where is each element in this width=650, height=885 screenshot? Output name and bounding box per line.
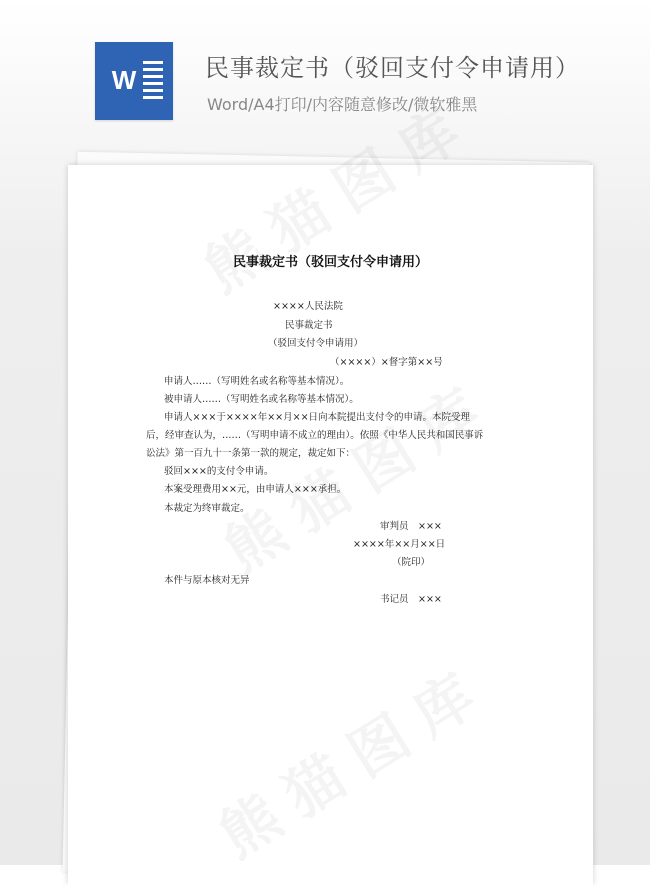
court-seal: （院印） xyxy=(392,557,431,568)
word-icon-lines xyxy=(143,61,163,101)
fee-line: 本案受理费用××元，由申请人×××承担。 xyxy=(164,484,347,495)
body-paragraph-line-3: 讼法》第一百九十一条第一款的规定，裁定如下： xyxy=(146,448,356,459)
court-name: ××××人民法院 xyxy=(273,301,343,312)
header-subtitle: Word/A4打印/内容随意修改/微软雅黑 xyxy=(207,95,478,114)
final-ruling-line: 本裁定为终审裁定。 xyxy=(164,503,250,514)
verification-note: 本件与原本核对无异 xyxy=(164,575,250,586)
clerk-signature: 书记员 ××× xyxy=(380,594,442,605)
judge-signature: 审判员 ××× xyxy=(380,521,442,532)
word-icon-letter: W xyxy=(111,65,137,95)
applicant-line: 申请人……（写明姓名或名称等基本情况）。 xyxy=(164,376,350,387)
body-paragraph-line-1: 申请人×××于××××年××月××日向本院提出支付令的申请。本院受理 xyxy=(164,412,471,423)
case-number: （××××）×督字第××号 xyxy=(330,357,443,368)
document-subtype: （驳回支付令申请用） xyxy=(268,338,364,349)
ruling-line: 驳回×××的支付令申请。 xyxy=(164,466,274,477)
document-type: 民事裁定书 xyxy=(285,320,333,331)
word-document-icon xyxy=(95,42,173,120)
body-paragraph-line-2: 后，经审查认为，……（写明申请不成立的理由）。依照《中华人民共和国民事诉 xyxy=(146,430,484,441)
document-page xyxy=(68,165,593,885)
respondent-line: 被申请人……（写明姓名或名称等基本情况）。 xyxy=(164,394,359,405)
document-title: 民事裁定书（驳回支付令申请用） xyxy=(232,255,428,270)
header-title: 民事裁定书（驳回支付令申请用） xyxy=(205,54,580,82)
ruling-date: ××××年××月××日 xyxy=(353,539,446,550)
